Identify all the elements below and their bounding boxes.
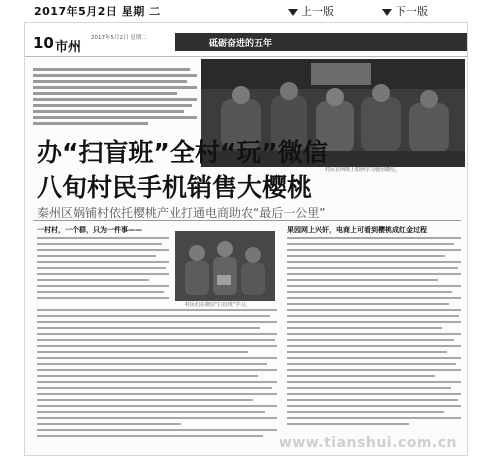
newspaper-page[interactable]	[24, 22, 468, 456]
previous-page-label: 上一版	[301, 5, 334, 18]
page-masthead	[25, 23, 468, 57]
lead-paragraph	[33, 65, 197, 128]
banner-title: 砥砺奋进的五年	[209, 39, 273, 49]
masthead-small-text: 2017年5月2日 星期二	[91, 35, 147, 41]
article-column-1-lower	[37, 309, 277, 441]
article-column-2	[287, 237, 461, 429]
triangle-down-icon	[288, 9, 298, 16]
top-navigation-bar	[0, 0, 496, 22]
page-number: 10	[33, 34, 54, 52]
main-photo-caption: 村民在网络上如何学习使用微信。	[325, 167, 401, 173]
headline-line-2: 八旬村民手机销售大樱桃	[37, 173, 313, 202]
headline-line-1: 办“扫盲班”全村“玩”微信	[37, 138, 328, 167]
subheadline: 秦州区娲铺村依托樱桃产业打通电商助农“最后一公里”	[37, 206, 326, 220]
section-banner	[175, 33, 468, 51]
section-name: 市州	[55, 40, 82, 55]
left-column-heading: 一村村，一个群，只为一件事——	[37, 226, 142, 234]
site-watermark: www.tianshui.com.cn	[278, 435, 457, 451]
issue-date: 2017年5月2日 星期 二	[34, 5, 161, 18]
secondary-photo-caption: 村民们在微信“扫盲班”学习。	[185, 302, 251, 308]
next-page-label: 下一版	[395, 5, 428, 18]
divider-rule	[33, 220, 461, 221]
triangle-down-icon	[382, 9, 392, 16]
next-page-button[interactable]	[382, 3, 428, 19]
right-column-heading: 果园网上兴奸，电商上可看到樱桃成红金过程	[287, 226, 427, 234]
secondary-photo	[175, 231, 275, 301]
article-column-1	[37, 237, 169, 303]
previous-page-button[interactable]	[288, 3, 334, 19]
photo-class-graphic	[175, 231, 275, 301]
